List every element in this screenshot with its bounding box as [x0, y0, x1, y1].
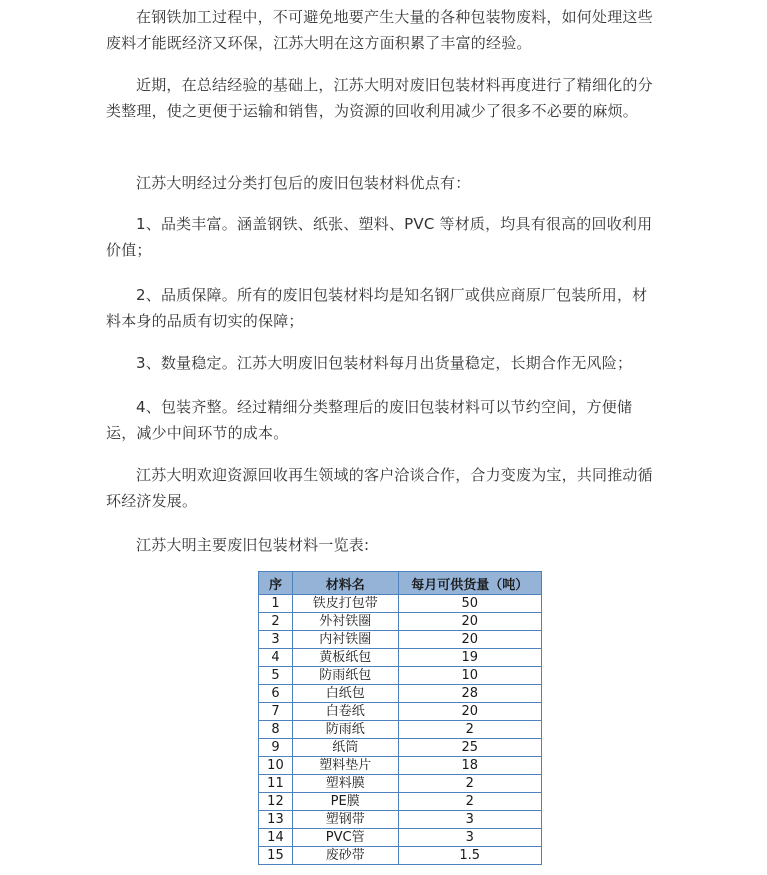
- table-row: [259, 739, 542, 757]
- table-row: [259, 847, 542, 865]
- cell-material: 防雨纸包: [292, 667, 398, 685]
- cell-supply: 3: [398, 811, 542, 829]
- cell-supply: 3: [398, 829, 542, 847]
- header-monthly-supply: 每月可供货量（吨）: [398, 572, 542, 595]
- table-row: [259, 595, 542, 613]
- table-row: [259, 775, 542, 793]
- cell-supply: 1.5: [398, 847, 542, 865]
- table-row: [259, 685, 542, 703]
- cell-index: 5: [259, 667, 293, 685]
- cell-material: 黄板纸包: [292, 649, 398, 667]
- cell-index: 14: [259, 829, 293, 847]
- table-row: [259, 811, 542, 829]
- paragraph-advantage-4: 4、包装齐整。经过精细分类整理后的废旧包装材料可以节约空间，方便储运，减少中间环节的成本。: [106, 398, 633, 442]
- cell-index: 11: [259, 775, 293, 793]
- cell-supply: 18: [398, 757, 542, 775]
- paragraph-advantage-2: 2、品质保障。所有的废旧包装材料均是知名钢厂或供应商原厂包装所用，材料本身的品质有切实的保障；: [106, 286, 648, 330]
- cell-index: 7: [259, 703, 293, 721]
- cell-material: 铁皮打包带: [292, 595, 398, 613]
- cell-index: 6: [259, 685, 293, 703]
- table-row: [259, 649, 542, 667]
- cell-index: 10: [259, 757, 293, 775]
- cell-supply: 20: [398, 631, 542, 649]
- cell-material: 防雨纸: [292, 721, 398, 739]
- cell-index: 13: [259, 811, 293, 829]
- cell-material: PVC管: [292, 829, 398, 847]
- table-row: [259, 631, 542, 649]
- table-row: [259, 793, 542, 811]
- table-row: [259, 721, 542, 739]
- cell-material: 塑料膜: [292, 775, 398, 793]
- cell-supply: 2: [398, 721, 542, 739]
- cell-supply: 28: [398, 685, 542, 703]
- cell-supply: 50: [398, 595, 542, 613]
- cell-material: 塑钢带: [292, 811, 398, 829]
- table-header-row: [259, 572, 542, 595]
- cell-index: 4: [259, 649, 293, 667]
- cell-supply: 19: [398, 649, 542, 667]
- cell-supply: 20: [398, 613, 542, 631]
- table-row: [259, 829, 542, 847]
- cell-index: 12: [259, 793, 293, 811]
- paragraph-advantages-heading: 江苏大明经过分类打包后的废旧包装材料优点有：: [136, 174, 471, 192]
- materials-table: [258, 571, 542, 865]
- paragraph-intro: 在钢铁加工过程中，不可避免地要产生大量的各种包装物废料，如何处理这些废料才能既经济又环保，江苏大明在这方面积累了丰富的经验。: [106, 8, 653, 52]
- paragraph-welcome: 江苏大明欢迎资源回收再生领域的客户洽谈合作，合力变废为宝，共同推动循环经济发展。: [106, 466, 653, 510]
- cell-supply: 2: [398, 775, 542, 793]
- table-row: [259, 667, 542, 685]
- cell-index: 3: [259, 631, 293, 649]
- cell-index: 9: [259, 739, 293, 757]
- cell-material: 白卷纸: [292, 703, 398, 721]
- paragraph-table-caption: 江苏大明主要废旧包装材料一览表:: [136, 536, 370, 554]
- table-row: [259, 613, 542, 631]
- cell-supply: 10: [398, 667, 542, 685]
- table-row: [259, 703, 542, 721]
- cell-material: 内衬铁圈: [292, 631, 398, 649]
- cell-material: 废砂带: [292, 847, 398, 865]
- cell-supply: 20: [398, 703, 542, 721]
- cell-material: 塑料垫片: [292, 757, 398, 775]
- table-row: [259, 757, 542, 775]
- cell-material: 纸筒: [292, 739, 398, 757]
- header-index: 序: [259, 572, 293, 595]
- cell-supply: 25: [398, 739, 542, 757]
- cell-index: 2: [259, 613, 293, 631]
- cell-index: 1: [259, 595, 293, 613]
- header-material-name: 材料名: [292, 572, 398, 595]
- paragraph-advantage-3: 3、数量稳定。江苏大明废旧包装材料每月出货量稳定，长期合作无风险；: [136, 354, 633, 372]
- cell-material: 白纸包: [292, 685, 398, 703]
- cell-material: PE膜: [292, 793, 398, 811]
- cell-material: 外衬铁圈: [292, 613, 398, 631]
- cell-supply: 2: [398, 793, 542, 811]
- paragraph-recent: 近期，在总结经验的基础上，江苏大明对废旧包装材料再度进行了精细化的分类整理，使之更便于运输和销售，为资源的回收利用减少了很多不必要的麻烦。: [106, 76, 653, 120]
- paragraph-advantage-1: 1、品类丰富。涵盖钢铁、纸张、塑料、PVC 等材质，均具有很高的回收利用价值；: [106, 215, 653, 259]
- cell-index: 8: [259, 721, 293, 739]
- cell-index: 15: [259, 847, 293, 865]
- materials-table-wrapper: [258, 571, 542, 865]
